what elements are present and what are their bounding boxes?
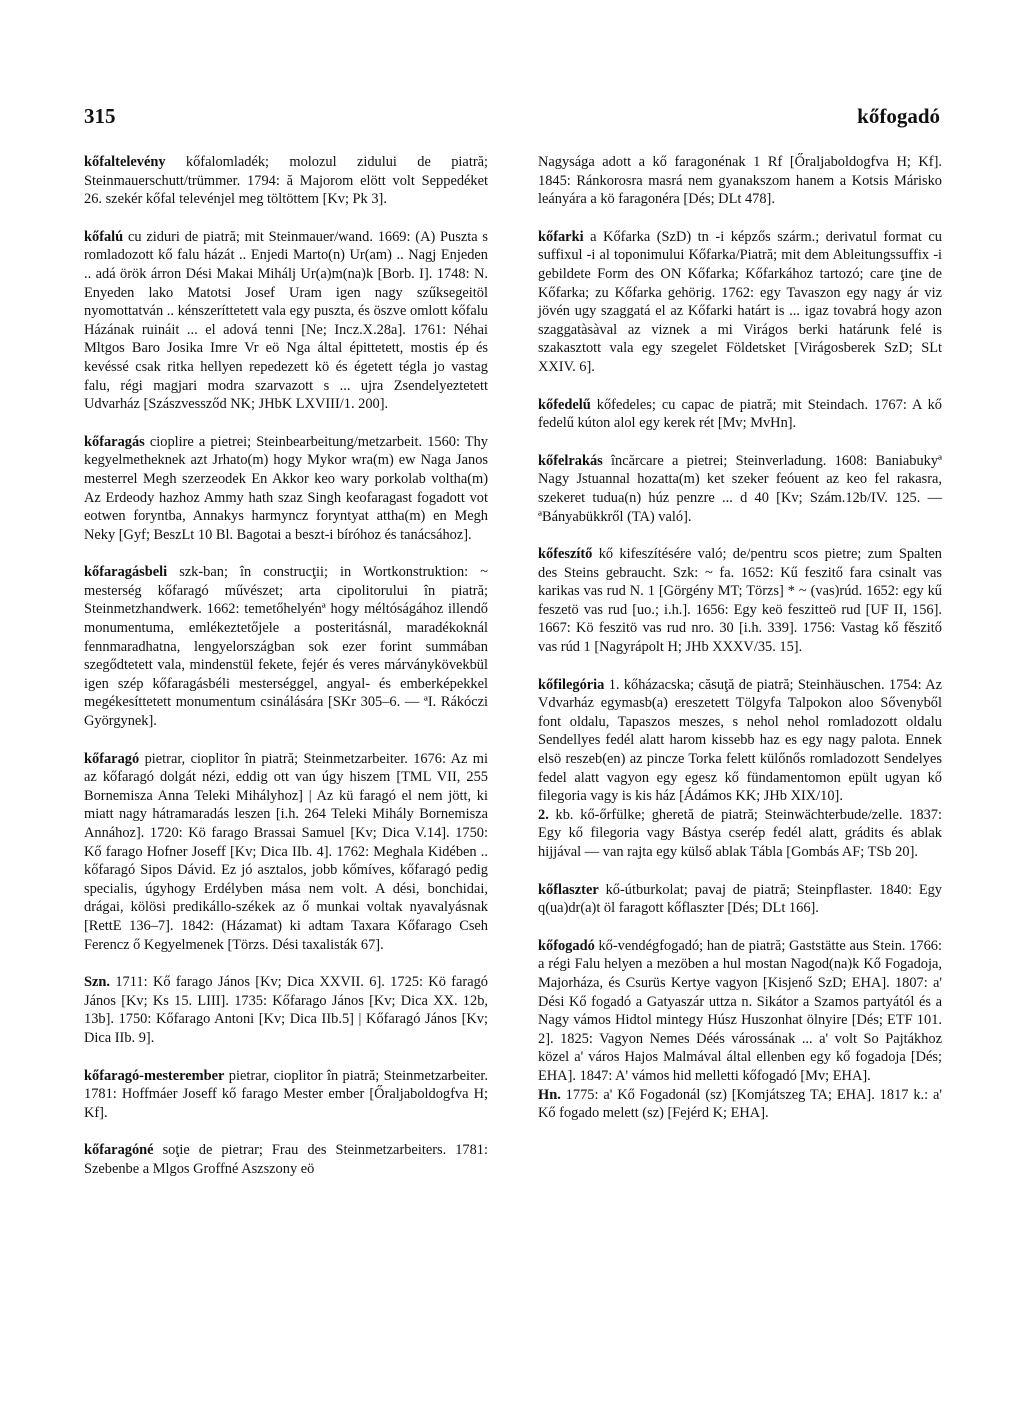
entry-text: a Kőfarka (SzD) tn -i képzős szárm.; derivatul format cu suffixul -i al toponimului Kőfarka/Piatră; mit dem Ableitungssuffix -i gebildete Form des ON Kőfarka; Kőfarkához tartozó; care ţine de Kőfarka; zu Kőfarka gehörig. 1762: egy Tavaszon egy nagy ár viz jövén ugy szaggatá el az Kőfarki határt is ... igaz tovabrá hogy azon szaggatàsàval az viznek a mi Virágos berki határunk felé is szakasztott vala egy szegelet Földetsket [Virágosberek SzD; SLt XXIV. 6]. xyxy=(538,228,942,375)
entry-text: kb. kő-őrfülke; gheretă de piatră; Steinwächterbude/zelle. 1837: Egy kő filegoria vagy Bástya cserép fedél alatt, grádits és ablak hijjával — van rajta egy külső ablak Tábla [Gombás AF; TSb 20]. xyxy=(538,806,942,860)
entry-text: cu ziduri de piatră; mit Steinmauer/wand. 1669: (A) Puszta s romladozott kő falu házát .. Enjedi Marto(n) Ur(am) .. Nagj Enjeden .. adá örök árron Dési Makai Mihálj Ur(a)m(na)k [Borb. I]. 1748: N. Enyeden lako Matotsi Josef Uram igen nagy szűksegeitöl nyomottatván .. kénszeríttetett vala egy puszta, és öszve omlott kőfalu Házának ruináit ... el adová tenni [Ne; Incz.X.28a]. 1761: Néhai Mltgos Baro Josika Imre Vr eö Nga által épittetett, mostis ép és kevéssé csak ritka hellyen repedezett kö és égetett tégla jo vastag falu, régi magjari modra szarvazott s ... ujra Zsendelyeztetett Udvarház [Szászvessződ NK; JHbK LXVIII/1. 200]. xyxy=(84,228,488,413)
entry-text: cioplire a pietrei; Steinbearbeitung/metzarbeit. 1560: Thy kegyelmetheknek azt Jrhato(m) hogy Mykor wra(m) ew Naga Janos mesterrel Megh szerzeodek En Akkor keo wary porkolab voltha(m) Az Erdeody hazhoz Ammy hath szaz Singh keofaragast fogadott vot eotwen foryntba, Annakys harmyncz foryntyat attha(m) en Megh Neky [Gyf; BeszLt 10 Bl. Bagotai a beszt-i bíróhoz és tanácsához]. xyxy=(84,433,488,543)
dictionary-entry xyxy=(538,228,942,377)
entry-text: kő-útburkolat; pavaj de piatră; Steinpflaster. 1840: Egy q(ua)dr(a)t öl faragott kőflaszter [Dés; DLt 166]. xyxy=(538,881,942,917)
entry-text: pietrar, cioplitor în piatră; Steinmetzarbeiter. 1676: Az mi az kőfaragó dolgát nézi, eddig ott van úgy hiszem [TML VII, 255 Bornemisza Anna Teleki Mihályhoz] | Az kü faragó el nem jött, ki miatt nagy hátramaradás leszen [i.h. 264 Teleki Mihály Bornemisza Annához]. 1720: Kö farago Brassai Samuel [Kv; Dica V.14]. 1750: Kő farago Hofner Joseff [Kv; Dica IIb. 4]. 1762: Meghala Kidében .. kőfaragó Sipos Dávid. Ez jó asztalos, jobb kőmíves, kőfaragó pedig specialis, úgyhogy Erdélyben mása nem volt. A dési, bonchidai, drágai, kölösi predikállo-székek az ő munkai voltak nyavalyásnak [RettE 136–7]. 1842: (Házamat) ki adtam Taxara Kőfarago Cseh Ferencz ő Kegyelmenek [Törzs. Dési taxalisták 67]. xyxy=(84,750,488,953)
entry-text: 1711: Kő farago János [Kv; Dica XXVII. 6]. 1725: Kö faragó János [Kv; Ks 15. LIII]. 1735: Kőfarago János [Kv; Dica XX. 12b, 13b]. 1750: Kőfarago Antoni [Kv; Dica IIb.5] | Kőfaragó János [Kv; Dica IIb. 9]. xyxy=(84,974,488,1046)
page-number: 315 xyxy=(84,104,116,128)
entry-headword: Hn. xyxy=(538,1086,561,1103)
dictionary-entry xyxy=(538,881,942,918)
entry-headword: Szn. xyxy=(84,974,110,991)
dictionary-entry xyxy=(84,750,488,955)
right-column xyxy=(538,153,942,1142)
entry-text: 1775: a' Kő Fogadonál (sz) [Komjátszeg TA; EHA]. 1817 k.: a' Kő fogado melett (sz) [Fejérd K; EHA]. xyxy=(538,1086,942,1122)
entry-headword: kőflaszter xyxy=(538,881,599,898)
dictionary-entry xyxy=(538,937,942,1086)
dictionary-entry xyxy=(538,396,942,433)
entry-headword: kőfeszítő xyxy=(538,546,593,563)
entry-headword: kőfaragó xyxy=(84,750,140,767)
dictionary-entry xyxy=(538,1086,942,1123)
dictionary-entry xyxy=(538,452,942,526)
entry-headword: kőfaragás xyxy=(84,433,145,450)
entry-text: kőfalomladék; molozul zidului de piatră; Steinmauerschutt/trümmer. 1794: ă Majorom elött volt Seppedéket 26. szekér kőfal televénjel meg töltöttem [Kv; Pk 3]. xyxy=(84,154,488,208)
entry-headword: kőfalú xyxy=(84,228,124,245)
dictionary-entry xyxy=(538,806,942,862)
dictionary-entry xyxy=(84,228,488,414)
dictionary-entry xyxy=(84,1141,488,1178)
left-column xyxy=(84,153,488,1198)
entry-text: soţie de pietrar; Frau des Steinmetzarbeiters. 1781: Szebenbe a Mlgos Groffné Aszszony eö xyxy=(84,1142,488,1177)
entry-text: kő-vendégfogadó; han de piatră; Gaststätte aus Stein. 1766: a régi Falu helyen a mezöben a hul mostan Nagod(na)k Kő Fogadoja, Majorháza, és Csurüs Kertye vagyon [Kisjenő SzD; EHA]. 1807: a' Dési Kő fogadó a Gatyaszár uttza n. Sikátor a Szamos partyától és a Nagy vámos Hidtol mintegy Húsz Huszonhat ölnyire [Dés; ETF 101. 2]. 1825: Vagyon Nemes Déés várossának ... a' volt So Pajtákhoz közel a' város Hajos Malmával által ellenben egy kő fogadoja [Dés; EHA]. 1847: A' vámos hid melletti kőfogadó [Mv; EHA]. xyxy=(538,937,942,1084)
page-header xyxy=(84,104,940,134)
entry-headword: kőfaragásbeli xyxy=(84,564,168,581)
entry-headword: kőfilegória xyxy=(538,676,605,693)
dictionary-entry xyxy=(538,676,942,806)
entry-headword: 2. xyxy=(538,806,549,823)
entry-headword: kőfaragóné xyxy=(84,1142,154,1159)
entry-text: pietrar, cioplitor în piatră; Steinmetzarbeiter. 1781: Hoffmáer Joseff kő farago Mester ember [Őraljaboldogfva H; Kf]. xyxy=(84,1067,488,1121)
entry-headword: kőfaragó-mesterember xyxy=(84,1067,225,1084)
entry-text: kőfedeles; cu capac de piatră; mit Steindach. 1767: A kő fedelű kúton alol egy kerek rét [Mv; MvHn]. xyxy=(538,396,942,432)
entry-text: szk-ban; în construcţii; in Wortkonstruktion: ~ mesterség kőfaragó művészet; arta cipolitorului în piatră; Steinmetzhandwerk. 1662: temetőhelyénª hogy méltóságához illendő monumentuma, emlékeztetőjele a posteritásnál, maradékoknál fennmaradhatna, lengyelországban sok ezer forint summában szegődtetett vala, mindenstül fekete, fejér és veres márványkövekbül igen szép kőfaragásbéli mesterséggel, angyal- és emberképekkel megékesíttetett monumentum csinálására [SKr 305–6. — ªI. Rákóczi Györgynek]. xyxy=(84,564,488,730)
dictionary-entry xyxy=(84,1067,488,1123)
entry-headword: kőfedelű xyxy=(538,396,591,413)
entry-headword: kőfogadó xyxy=(538,937,595,954)
entry-headword: kőfelrakás xyxy=(538,452,603,469)
entry-text: încărcare a pietrei; Steinverladung. 1608: Baniabukyª Nagy Jstuannal hozatta(m) ket szeker feóuent az keo fel rakasra, szekeret tudua(n) húz penzre ... d 40 [Kv; Szám.12b/IV. 125. — ªBányabükkről (TA) való]. xyxy=(538,452,942,525)
entry-text: 1. kőházacska; căsuţă de piatră; Steinhäuschen. 1754: Az Vdvarház egymasb(a) ereszetett Tölgyfa Talpokon aloo Sővenyből font oldalu, Tapaszos meszes, s nehol nehol romladozott oldalu Sendellyes fedél alatt harom kissebb haz es egy nagy palota. Ennek elsö reszeb(en) az pincze Torka felett külőnős romladozott Sendelyes fedel alatt vagyon egy egesz kő fündamentomon epült ugyan kő filegoria vagy is kis ház [Ádámos KK; JHb XIX/10]. xyxy=(538,676,942,805)
dictionary-entry xyxy=(84,433,488,545)
entry-headword: kőfarki xyxy=(538,228,584,245)
dictionary-entry xyxy=(538,545,942,657)
entry-text: Nagysága adott a kő faragonénak 1 Rf [Őraljaboldogfva H; Kf]. 1845: Ránkorosra masrá nem gyanakszom hanem a Kotsis Márisko leányára a kö faragonéra [Dés; DLt 478]. xyxy=(538,154,942,208)
dictionary-entry xyxy=(84,563,488,730)
dictionary-entry xyxy=(84,973,488,1047)
dictionary-entry xyxy=(538,153,942,209)
entry-text: kő kifeszítésére való; de/pentru scos pietre; zum Spalten des Steins gebraucht. Szk: ~ fa. 1652: Kű feszitő fara csinalt vas karikas vas rud N. 1 [Görgény MT; Törzs] * ~ (vas)rúd. 1652: egy kű feszetö vas rud [uo.; i.h.]. 1656: Egy keö feszitteö rud [UF II, 156]. 1667: Kö feszitö vas rud nro. 30 [i.h. 339]. 1756: Vastag kő fěszitő vas rúd 1 [Nagyrápolt H; JHb XXXV/35. 15]. xyxy=(538,546,942,656)
dictionary-entry xyxy=(84,153,488,209)
running-head: kőfogadó xyxy=(857,104,940,128)
entry-headword: kőfaltelevény xyxy=(84,154,166,170)
